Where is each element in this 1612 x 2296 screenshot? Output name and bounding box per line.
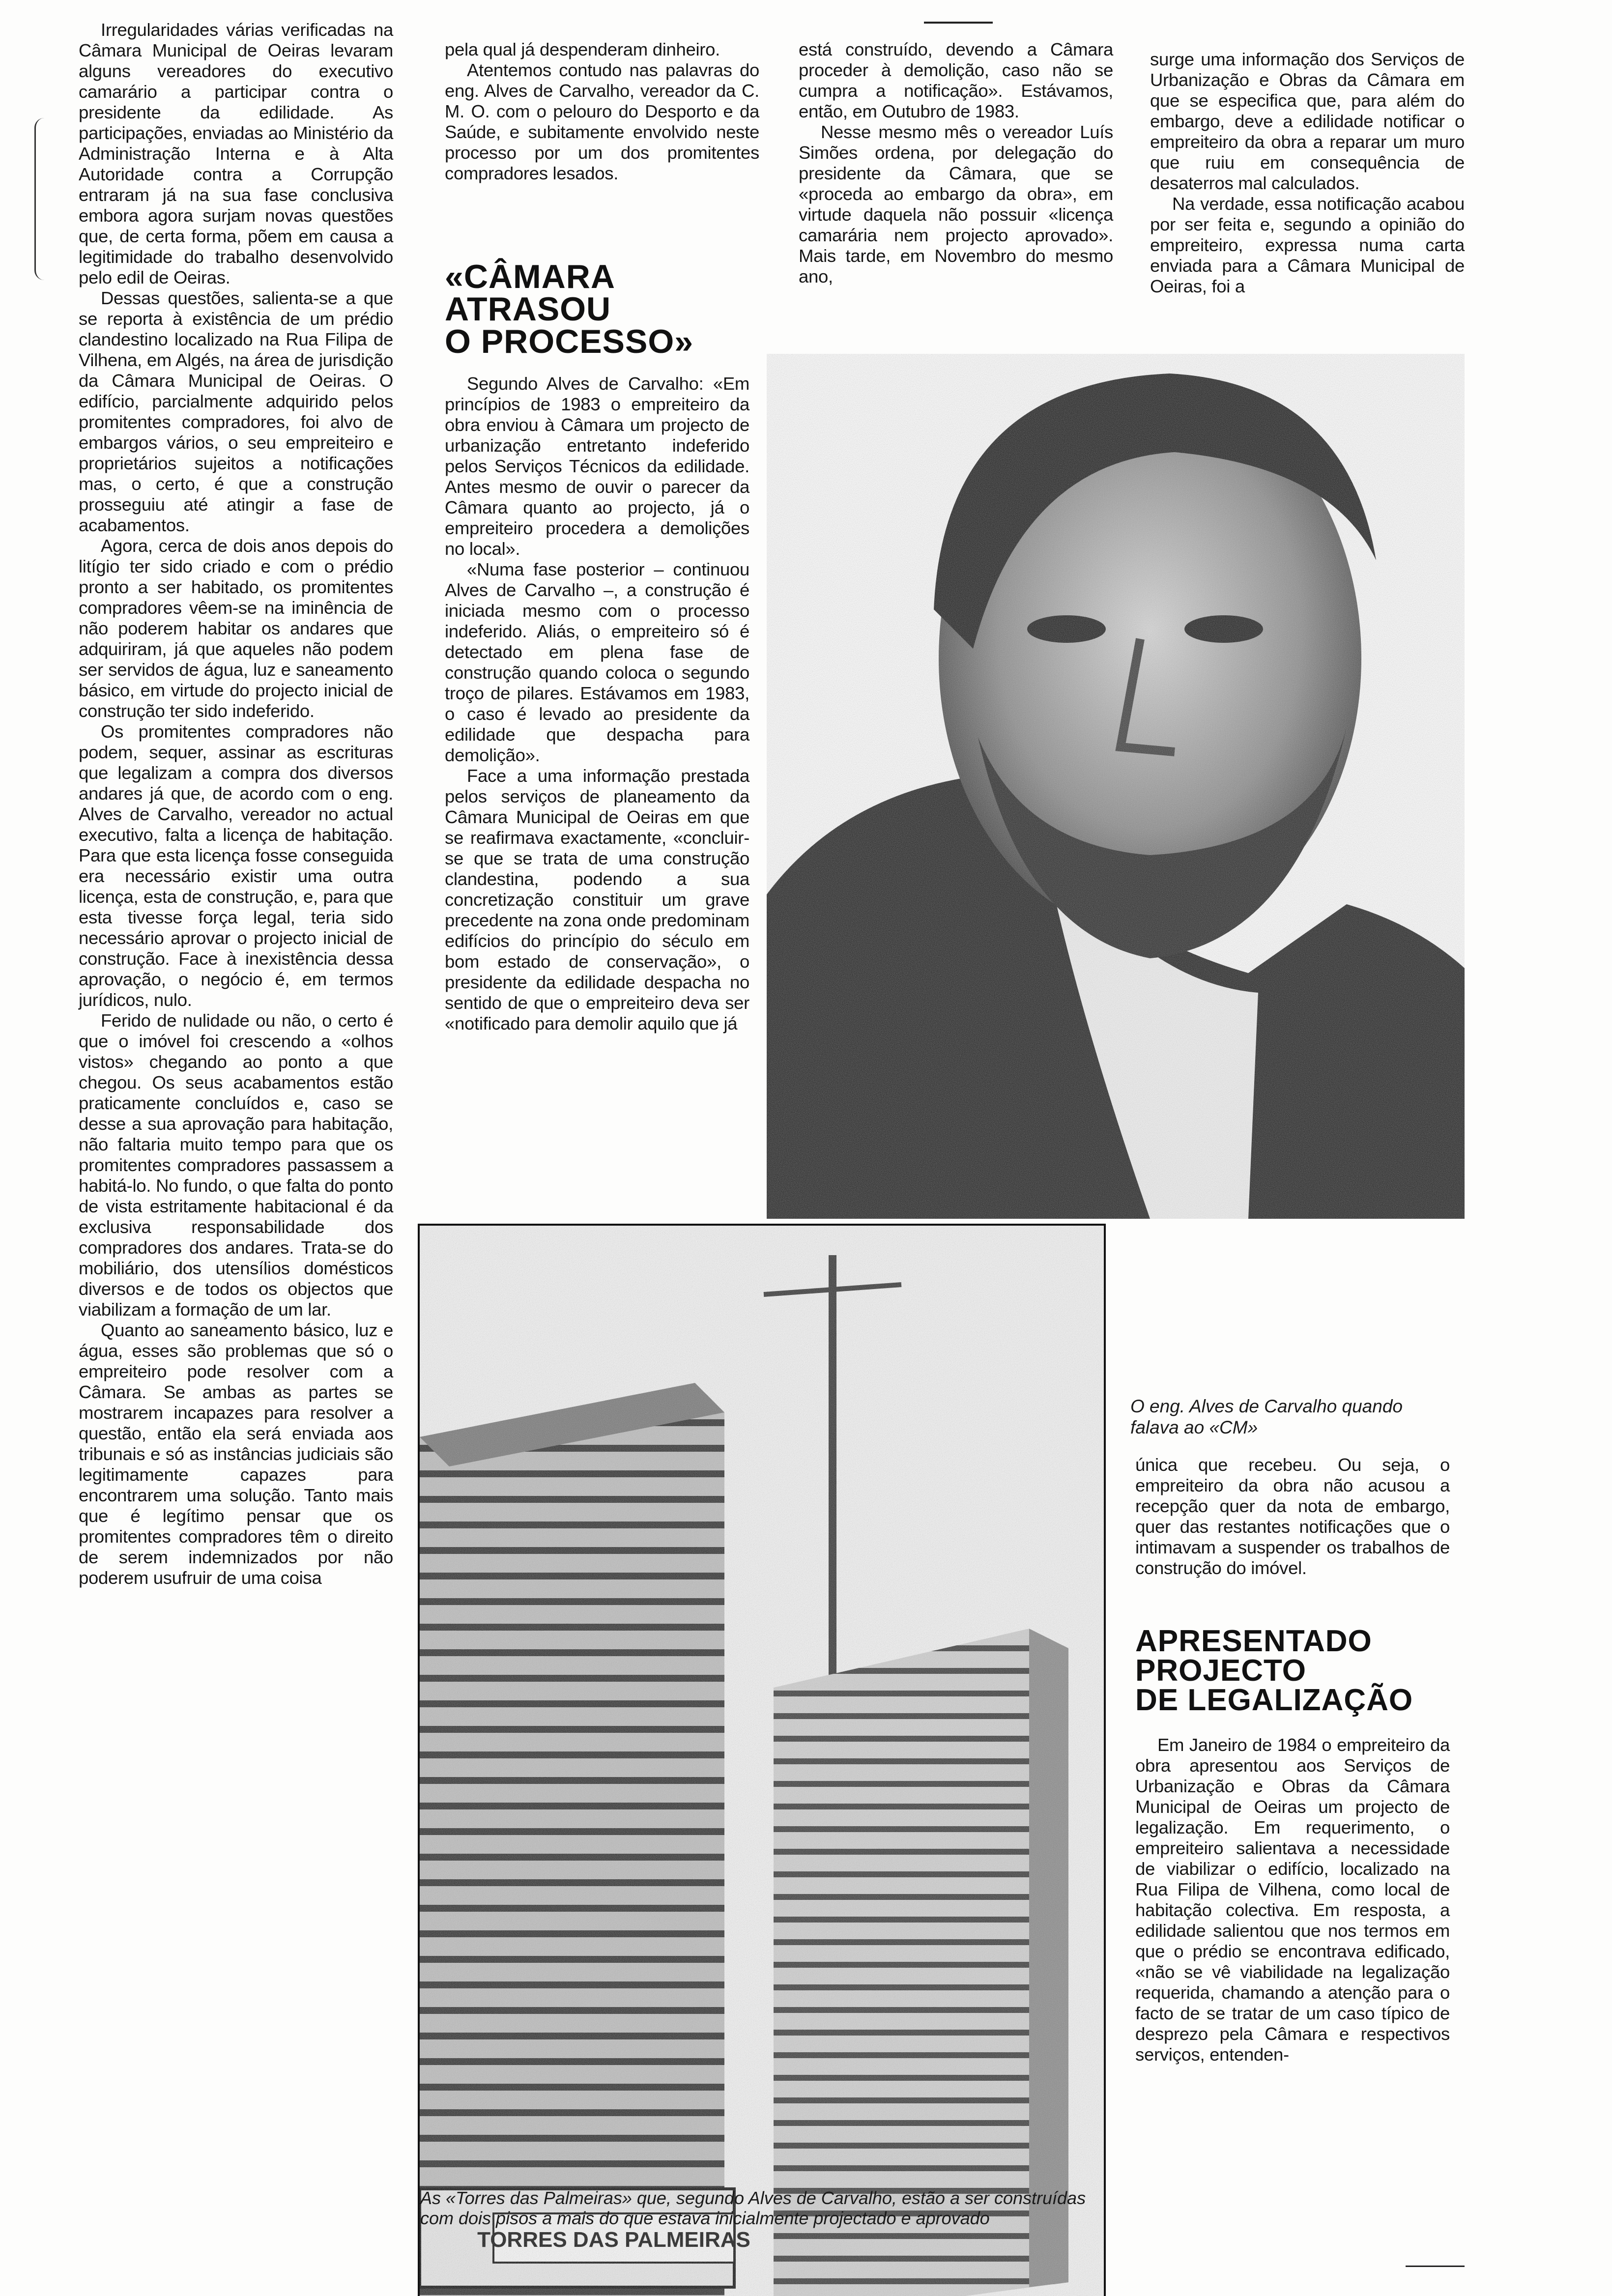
col1-paragraph-4: Os promitentes compradores não podem, sequer, assinar as escrituras que legalizam a compra dos diversos andares já que, de acordo com o eng. Alves de Carvalho, vereador no actual executivo, falta a licença de habitação. Para que esta licença fosse conseguida era necessário existir uma outra licença, esta de construção, e, para que esta tivesse força legal, teria sido necessário aprovar o projecto inicial de construção. Face à inexistência dessa aprovação, o negócio é, em termos jurídicos, nulo. bbox=[79, 721, 393, 1010]
column-4-bottom bbox=[1135, 1735, 1450, 2065]
headline-apresentado-projecto bbox=[1135, 1624, 1469, 1717]
col4b-paragraph-1: única que recebeu. Ou seja, o empreiteiro da obra não acusou a recepção quer da nota de embargo, quer das restantes notificações que o intimavam a suspender os trabalhos de construção do imóvel. bbox=[1135, 1455, 1450, 1578]
column-2-body bbox=[445, 373, 749, 1034]
col2b-paragraph-1: Segundo Alves de Carvalho: «Em princípios de 1983 o empreiteiro da obra enviou à Câmara um projecto de urbanização entretanto indeferido pelos Serviços Técnicos da edilidade. Antes mesmo de ouvir o parecer da Câmara quanto ao projecto, já o empreiteiro procedera a demolições no local». bbox=[445, 373, 749, 559]
building-illustration bbox=[420, 1226, 1104, 2296]
col2-paragraph-1: pela qual já despenderam dinheiro. bbox=[445, 39, 720, 59]
col4-paragraph-2: Na verdade, essa notificação acabou por ser feita e, segundo a opinião do empreiteiro, expressa numa carta enviada para a Câmara Municipal de Oeiras, foi a bbox=[1150, 194, 1465, 296]
col1-paragraph-5: Ferido de nulidade ou não, o certo é que o imóvel foi crescendo a «olhos vistos» chegando ao ponto a que chegou. Os seus acabamentos estão praticamente concluídos e, caso se desse a sua aprovação para habitação, não faltaria muito tempo para que os promitentes compradores passassem a habitá-lo. No fundo, o que falta do ponto de vista estritamente habitacional é da exclusiva responsabilidade dos compradores dos andares. Trata-se do mobiliário, dos utensílios domésticos diversos e de todos os objectos que viabilizam a formação de um lar. bbox=[79, 1010, 393, 1320]
col3-paragraph-1: está construído, devendo a Câmara proceder à demolição, caso não se cumpra a notificação». Estávamos, então, em Outubro de 1983. bbox=[799, 39, 1113, 121]
col4-paragraph-1: surge uma informação dos Serviços de Urbanização e Obras da Câmara em que se especifica que, para além do embargo, deve a edilidade notificar o empreiteiro da obra a reparar um muro que ruiu em consequência de desaterros mal calculados. bbox=[1150, 49, 1465, 193]
col2b-paragraph-3: Face a uma informação prestada pelos serviços de planeamento da Câmara Municipal de Oeiras em que se reafirmava exactamente, «concluir-se que se trata de uma construção clandestina, podendo a sua concretização constituir um grave precedente na zona onde predominam edifícios do princípio do século em bom estado de conservação», o presidente da edilidade despacha no sentido de que o empreiteiro deva ser «notificado para demolir aquilo que já bbox=[445, 766, 749, 1033]
portrait-photo bbox=[767, 354, 1465, 1219]
col2-paragraph-2: Atentemos contudo nas palavras do eng. Alves de Carvalho, vereador da C. M. O. com o pelouro do Desporto e da Saúde, e subitamente envolvido neste processo por um dos promitentes compradores lesados. bbox=[445, 60, 759, 183]
headline2-line-3: DE LEGALIZAÇÃO bbox=[1135, 1683, 1413, 1717]
headline1-line-1: «CÂMARA bbox=[445, 258, 615, 295]
col3-paragraph-2: Nesse mesmo mês o vereador Luís Simões ordena, por delegação do presidente da Câmara, que se «proceda ao embargo da obra», em virtude daquela não possuir «licença camarária nem projecto aprovado». Mais tarde, em Novembro do mesmo ano, bbox=[799, 122, 1113, 287]
col1-paragraph-3: Agora, cerca de dois anos depois do litígio ter sido criado e com o prédio pronto a ser habitado, os promitentes compradores vêem-se na iminência de não poderem habitar os andares que adquiriram, já que aqueles não podem ser servidos de água, luz e saneamento básico, em virtude do projecto inicial de construção ter sido indeferido. bbox=[79, 536, 393, 721]
col1-paragraph-2: Dessas questões, salienta-se a que se reporta à existência de um prédio clandestino localizado na Rua Filipa de Vilhena, em Algés, na área de jurisdição da Câmara Municipal de Oeiras. O edifício, parcialmente adquirido pelos promitentes compradores, foi alvo de embargos vários, o seu empreiteiro e proprietários sujeitos a notificações mas, o certo, é que a construção prosseguiu até atingir a fase de acabamentos. bbox=[79, 288, 393, 535]
col1-paragraph-6: Quanto ao saneamento básico, luz e água, esses são problemas que só o empreiteiro pode resolver com a Câmara. Se ambas as partes se mostrarem incapazes para resolver a questão, então ela será enviada aos tribunais e só as instâncias judiciais são legitimamente capazes para encontrarem uma solução. Tanto mais que é legítimo pensar que os promitentes compradores têm o direito de serem indemnizados por não poderem usufruir de uma coisa bbox=[79, 1320, 393, 1588]
portrait-illustration bbox=[767, 354, 1465, 1219]
column-4-top bbox=[1150, 49, 1465, 297]
col1-paragraph-1: Irregularidades várias verificadas na Câmara Municipal de Oeiras levaram alguns vereadores do executivo camarário a participar contra o presidente da edilidade. As participações, enviadas ao Ministério da Administração Interna e à Alta Autoridade contra a Corrupção entraram já na sua fase conclusiva embora agora surjam novas questões que, de certa forma, põem em causa a legitimidade do trabalho desenvolvido pelo edil de Oeiras. bbox=[79, 20, 393, 287]
headline1-line-3: O PROCESSO» bbox=[445, 323, 694, 360]
portrait-caption: O eng. Alves de Carvalho quando falava ao «CM» bbox=[1130, 1396, 1403, 1437]
headline-camara-atrasou bbox=[445, 260, 759, 358]
headline2-line-2: PROJECTO bbox=[1135, 1654, 1306, 1688]
col4c-paragraph-1: Em Janeiro de 1984 o empreiteiro da obra apresentou aos Serviços de Urbanização e Obras da Câmara Municipal de Oeiras um projecto de legalização. Em requerimento, o empreiteiro salientava a necessidade de viabilizar o edifício, localizado na Rua Filipa de Vilhena, como local de habitação colectiva. Em resposta, a edilidade salientou que nos termos em que o prédio se encontrava edificado, «não se vê viabilidade na legalização requerida, chamando a atenção para o facto de se tratar de um caso típico de desprezo pela Câmara e respectivos serviços, entenden- bbox=[1135, 1735, 1450, 2065]
headline1-line-2: ATRASOU bbox=[445, 290, 611, 328]
bottom-rule bbox=[1406, 2266, 1465, 2267]
building-photo bbox=[418, 1224, 1106, 2296]
top-rule bbox=[924, 22, 993, 24]
column-3-top bbox=[799, 39, 1113, 287]
column-4-mid bbox=[1135, 1455, 1450, 1578]
column-2-top bbox=[445, 39, 759, 184]
column-1 bbox=[79, 20, 393, 1588]
col2b-paragraph-2: «Numa fase posterior – continuou Alves de Carvalho –, a construção é iniciada mesmo com o processo indeferido. Aliás, o empreiteiro só é detectado em plena fase de construção quando coloca o segundo troço de pilares. Estávamos em 1983, o caso é levado ao presidente da edilidade que despacha para demolição». bbox=[445, 559, 749, 765]
margin-bracket-mark bbox=[34, 118, 51, 280]
building-caption: As «Torres das Palmeiras» que, segundo Alves de Carvalho, estão a ser construídas com dois pisos a mais do que estava inicialmente projectado e aprovado bbox=[420, 2188, 1086, 2228]
headline2-line-1: APRESENTADO bbox=[1135, 1624, 1372, 1658]
